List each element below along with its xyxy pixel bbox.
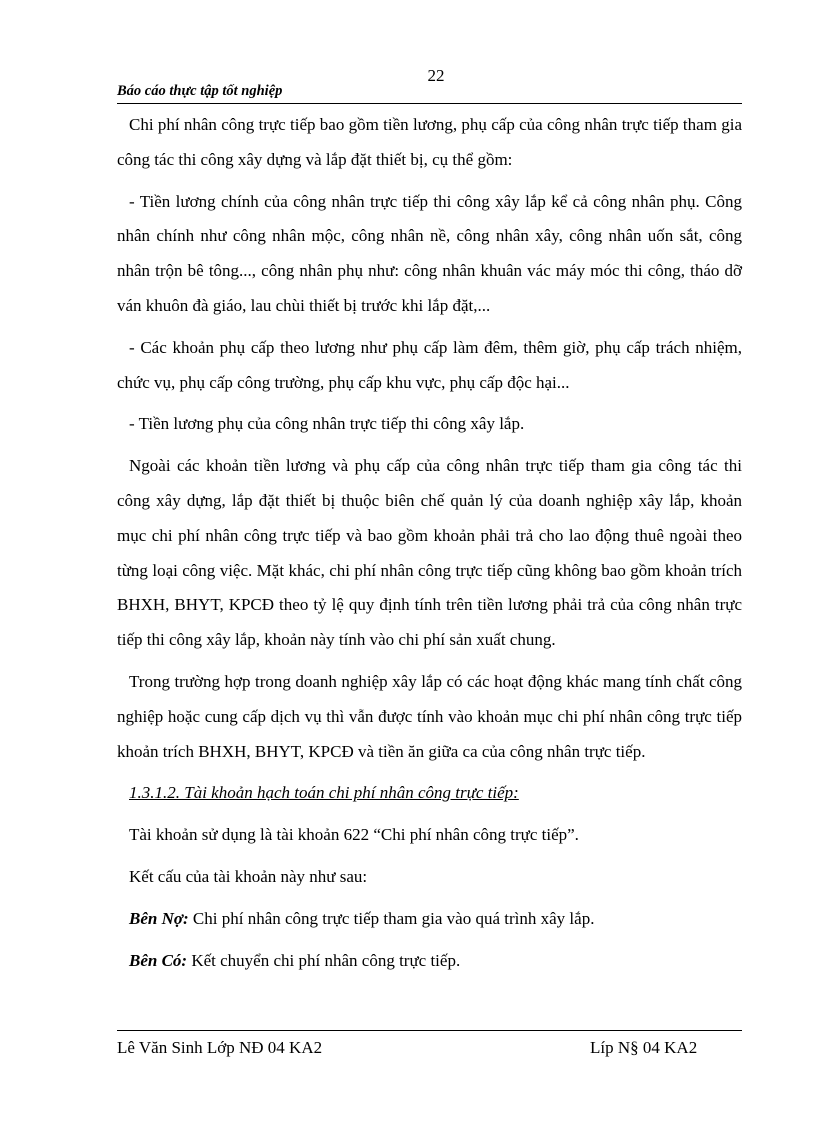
footer-author: Lê Văn Sinh Lớp NĐ 04 KA2 [117,1038,323,1057]
paragraph-other-activities: Trong trường hợp trong doanh nghiệp xây lắp có các hoạt động khác mang tính chất công nghiệp hoặc cung cấp dịch vụ thì vẫn được tính vào khoản mục chi phí nhân công trực tiếp khoản trích BHXH, BHYT, KPCĐ và tiền ăn giữa ca của công nhân trực tiếp. [117,671,742,761]
credit-label: Bên Có: [129,950,188,970]
paragraph-account-structure: Kết cấu của tài khoản này như sau: [129,866,368,886]
footer-divider [117,1030,742,1031]
paragraph-secondary-wages: - Tiền lương phụ của công nhân trực tiếp thi công xây lắp. [129,414,525,434]
header-divider [117,103,742,104]
page-number: 22 [427,66,445,85]
paragraph-debit-side [117,902,742,937]
debit-label: Bên Nợ: [129,908,189,928]
debit-text: Chi phí nhân công trực tiếp tham gia vào quá trình xây lắp. [188,908,595,928]
paragraph-intro: Chi phí nhân công trực tiếp bao gồm tiền lương, phụ cấp của công nhân trực tiếp tham gia công tác thi công xây dựng và lắp đặt thiết bị, cụ thể gồm: [117,115,742,169]
paragraph-outsourced-labor: Ngoài các khoản tiền lương và phụ cấp của công nhân trực tiếp tham gia công tác thi công xây dựng, lắp đặt thiết bị thuộc biên chế quản lý của doanh nghiệp xây lắp, khoản mục chi phí nhân công trực tiếp và bao gồm khoản phải trả cho lao động thuê ngoài theo từng loại công việc. Mặt khác, chi phí nhân công trực tiếp cũng không bao gồm khoản trích BHXH, BHYT, KPCĐ theo tỷ lệ quy định tính trên tiền lương phải trả của công nhân trực tiếp thi công xây lắp, khoản này tính vào chi phí sản xuất chung. [117,456,742,650]
running-header-title: Báo cáo thực tập tốt nghiệp [117,83,283,99]
paragraph-account-622: Tài khoản sử dụng là tài khoản 622 “Chi phí nhân công trực tiếp”. [129,825,579,845]
paragraph-credit-side [117,944,742,979]
section-heading: 1.3.1.2. Tài khoản hạch toán chi phí nhân công trực tiếp: [129,783,519,803]
credit-text: Kết chuyển chi phí nhân công trực tiếp. [187,950,461,970]
paragraph-main-wages: - Tiền lương chính của công nhân trực tiếp thi công xây lắp kể cả công nhân phụ. Công nhân chính như công nhân mộc, công nhân nề, công nhân xây, công nhân uốn sắt, công nhân trộn bê tông..., công nhân phụ như: công nhân khuân vác máy móc thi công, tháo dỡ ván khuôn đà giáo, lau chùi thiết bị trước khi lắp đặt,... [117,191,742,315]
document-body [117,108,742,985]
paragraph-allowances: - Các khoản phụ cấp theo lương như phụ cấp làm đêm, thêm giờ, phụ cấp trách nhiệm, chức vụ, phụ cấp công trường, phụ cấp khu vực, phụ cấp độc hại... [117,337,742,392]
footer-class: Líp N§ 04 KA2 [590,1038,698,1057]
